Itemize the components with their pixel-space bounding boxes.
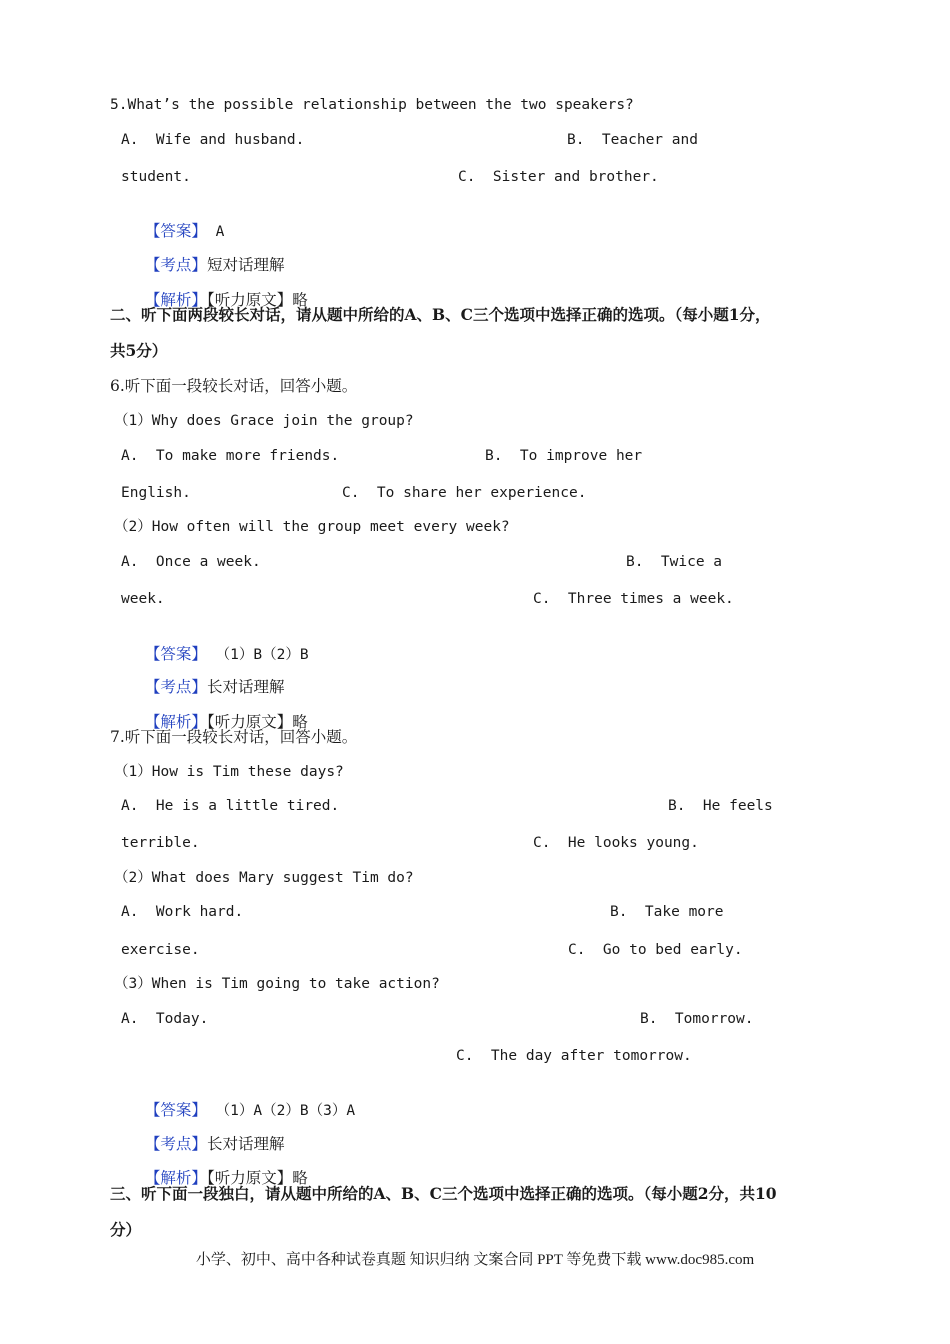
- q6-sub1-option-c: C. To share her experience.: [342, 485, 587, 501]
- point-value: 短对话理解: [206, 256, 285, 274]
- q7-sub1-option-c: C. He looks young.: [533, 835, 699, 851]
- q6-sub2-option-b-cont: week.: [121, 591, 165, 607]
- q5-question: 5.What’s the possible relationship between the two speakers?: [110, 97, 634, 113]
- point-value: 长对话理解: [206, 1135, 285, 1153]
- analysis-value: 【听力原文】略: [206, 291, 308, 309]
- q7-sub1-option-b: B. He feels: [668, 798, 773, 814]
- answer-tag: 【答案】: [144, 1101, 207, 1119]
- analysis-tag: 【解析】: [144, 291, 207, 309]
- q7-sub2: （2）What does Mary suggest Tim do?: [114, 870, 414, 886]
- q6-sub2-option-b: B. Twice a: [626, 554, 723, 570]
- q7-sub1: （1）How is Tim these days?: [114, 764, 344, 780]
- q6-sub1-option-a: A. To make more friends.: [121, 448, 340, 464]
- answer-value: （1）B（2）B: [206, 647, 309, 663]
- answer-value: A: [206, 224, 225, 240]
- q7-sub3-option-a: A. Today.: [121, 1011, 209, 1027]
- q6-sub1-option-b-cont: English.: [121, 485, 191, 501]
- analysis-tag: 【解析】: [144, 713, 207, 731]
- q5-option-b: B. Teacher and: [567, 132, 698, 148]
- answer-tag: 【答案】: [144, 645, 207, 663]
- point-tag: 【考点】: [144, 1135, 207, 1153]
- page-footer: 小学、初中、高中各种试卷真题 知识归纳 文案合同 PPT 等免费下载 www.doc985.com: [195, 1252, 755, 1268]
- point-value: 长对话理解: [206, 678, 285, 696]
- q7-sub1-option-b-cont: terrible.: [121, 835, 200, 851]
- q6-sub1-option-b: B. To improve her: [485, 448, 643, 464]
- answer-value: （1）A（2）B（3）A: [206, 1103, 356, 1119]
- q7-sub2-option-b: B. Take more: [610, 904, 724, 920]
- answer-tag: 【答案】: [144, 222, 207, 240]
- analysis-value: 【听力原文】略: [206, 713, 308, 731]
- q5-option-b-cont: student.: [121, 169, 191, 185]
- point-tag: 【考点】: [144, 678, 207, 696]
- q7-sub2-option-a: A. Work hard.: [121, 904, 244, 920]
- section2-heading-line2: 共5分）: [110, 341, 168, 360]
- q6-sub1: （1）Why does Grace join the group?: [114, 413, 414, 429]
- q7-sub2-option-b-cont: exercise.: [121, 942, 200, 958]
- q7-sub3: （3）When is Tim going to take action?: [114, 976, 440, 992]
- q7-sub3-option-b: B. Tomorrow.: [640, 1011, 754, 1027]
- q7-sub3-option-c: C. The day after tomorrow.: [456, 1048, 692, 1064]
- q7-sub1-option-a: A. He is a little tired.: [121, 798, 340, 814]
- q6-sub2-option-c: C. Three times a week.: [533, 591, 734, 607]
- q6-sub2: （2）How often will the group meet every week?: [114, 519, 510, 535]
- q6-sub2-option-a: A. Once a week.: [121, 554, 261, 570]
- section3-heading-line1: 三、听下面一段独白，请从题中所给的A、B、C三个选项中选择正确的选项。（每小题2分，共10: [110, 1184, 777, 1203]
- analysis-value: 【听力原文】略: [206, 1169, 308, 1187]
- section3-heading-line2: 分）: [110, 1220, 142, 1239]
- q7-sub2-option-c: C. Go to bed early.: [568, 942, 743, 958]
- q7-intro: 7.听下面一段较长对话，回答小题。: [110, 728, 358, 746]
- q5-option-a: A. Wife and husband.: [121, 132, 305, 148]
- point-tag: 【考点】: [144, 256, 207, 274]
- q6-intro: 6.听下面一段较长对话，回答小题。: [110, 377, 358, 395]
- section2-heading-line1: 二、听下面两段较长对话，请从题中所给的A、B、C三个选项中选择正确的选项。（每小题1分，: [110, 305, 771, 324]
- q5-option-c: C. Sister and brother.: [458, 169, 659, 185]
- analysis-tag: 【解析】: [144, 1169, 207, 1187]
